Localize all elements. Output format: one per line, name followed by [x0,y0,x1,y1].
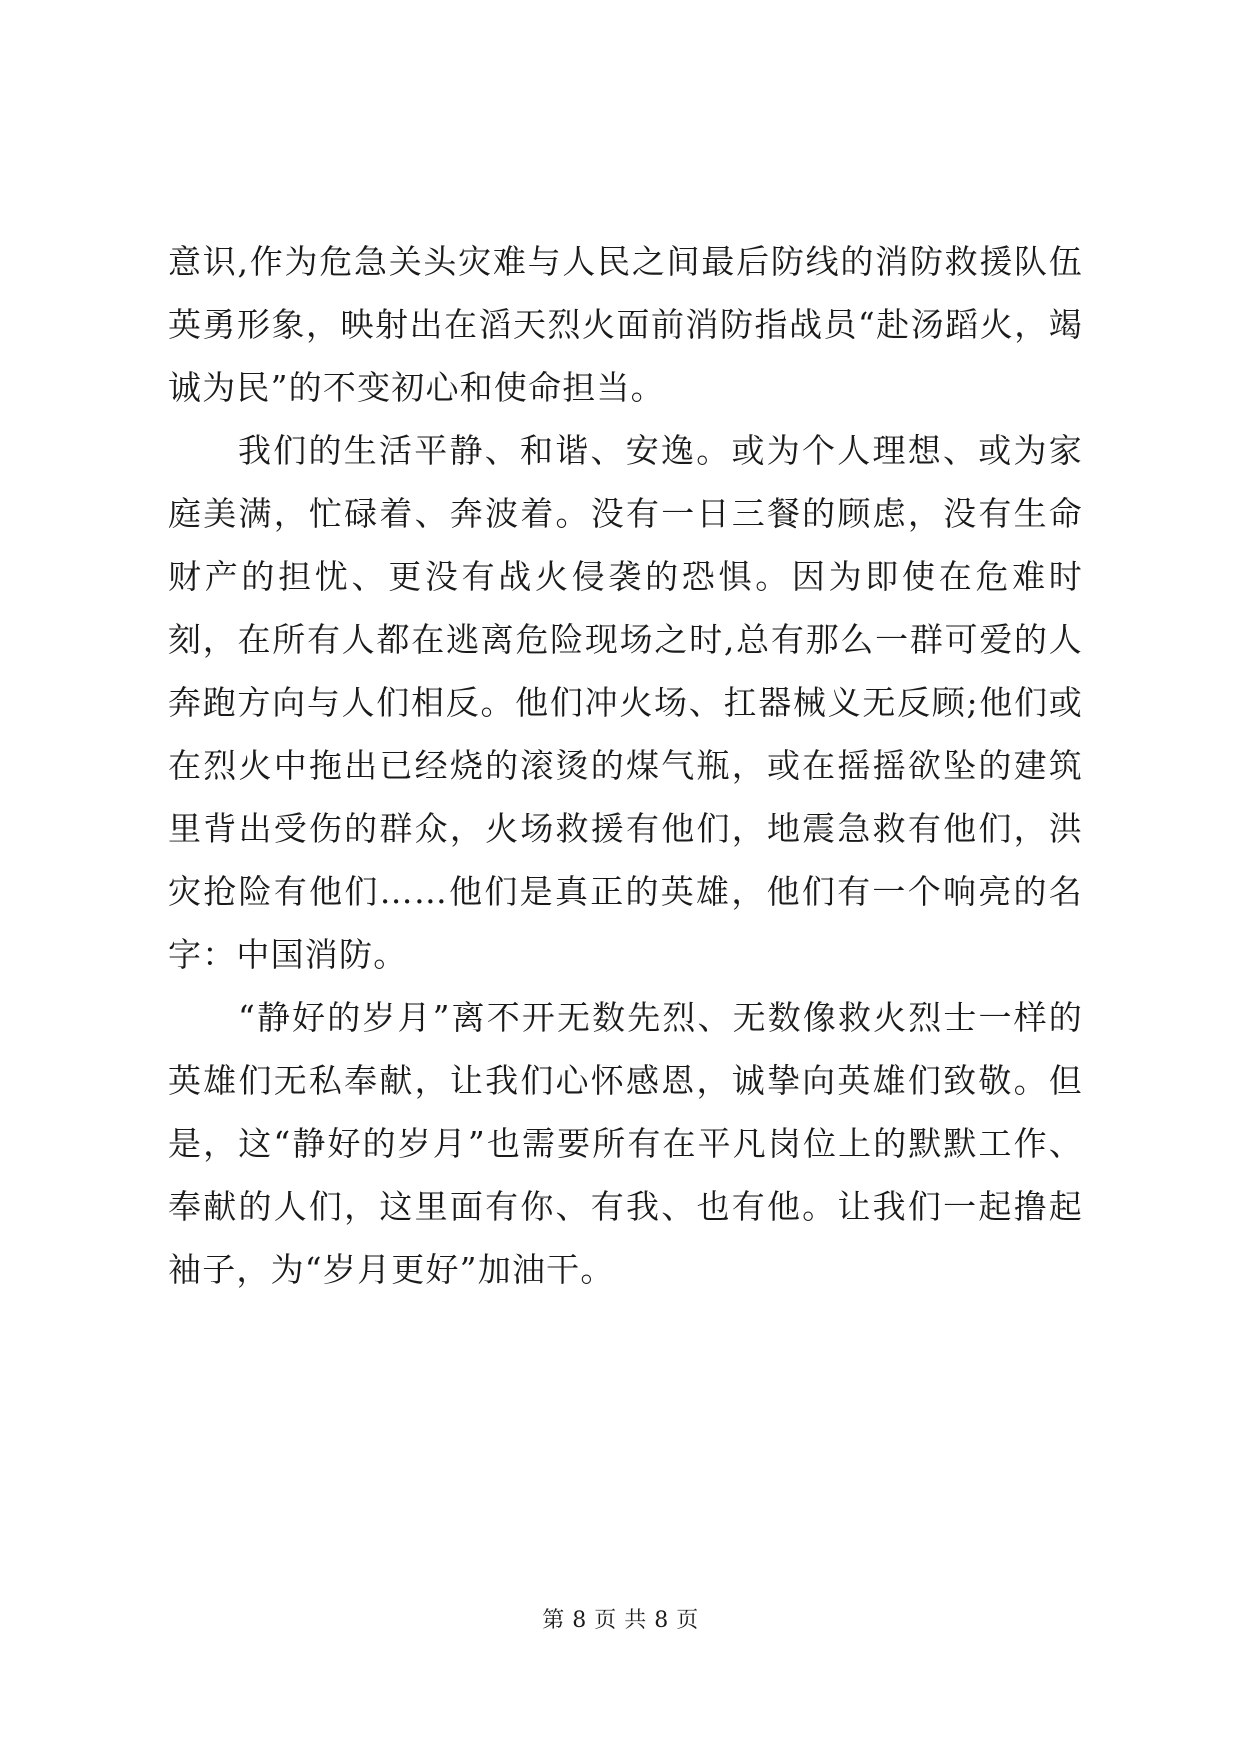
paragraph-continuation: 意识,作为危急关头灾难与人民之间最后防线的消防救援队伍英勇形象，映射出在滔天烈火面前消防指战员“赴汤蹈火，竭诚为民”的不变初心和使命担当。 [168,242,1083,407]
paragraph-quiet-years: “静好的岁月”离不开无数先烈、无数像救火烈士一样的英雄们无私奉献，让我们心怀感恩，诚挚向英雄们致敬。但是，这“静好的岁月”也需要所有在平凡岗位上的默默工作、奉献的人们，这里面有你、有我、也有他。让我们一起撸起袖子，为“岁月更好”加油干。 [168,998,1083,1289]
page-footer: 第 8 页 共 8 页 [542,1608,699,1633]
document-body [168,230,1083,1301]
paragraph-peaceful-life: 我们的生活平静、和谐、安逸。或为个人理想、或为家庭美满，忙碌着、奔波着。没有一日三餐的顾虑，没有生命财产的担忧、更没有战火侵袭的恐惧。因为即使在危难时刻，在所有人都在逃离危险现场之时,总有那么一群可爱的人奔跑方向与人们相反。他们冲火场、扛器械义无反顾;他们或在烈火中拖出已经烧的滚烫的煤气瓶，或在摇摇欲坠的建筑里背出受伤的群众，火场救援有他们，地震急救有他们，洪灾抢险有他们……他们是真正的英雄，他们有一个响亮的名字：中国消防。 [168,431,1083,974]
